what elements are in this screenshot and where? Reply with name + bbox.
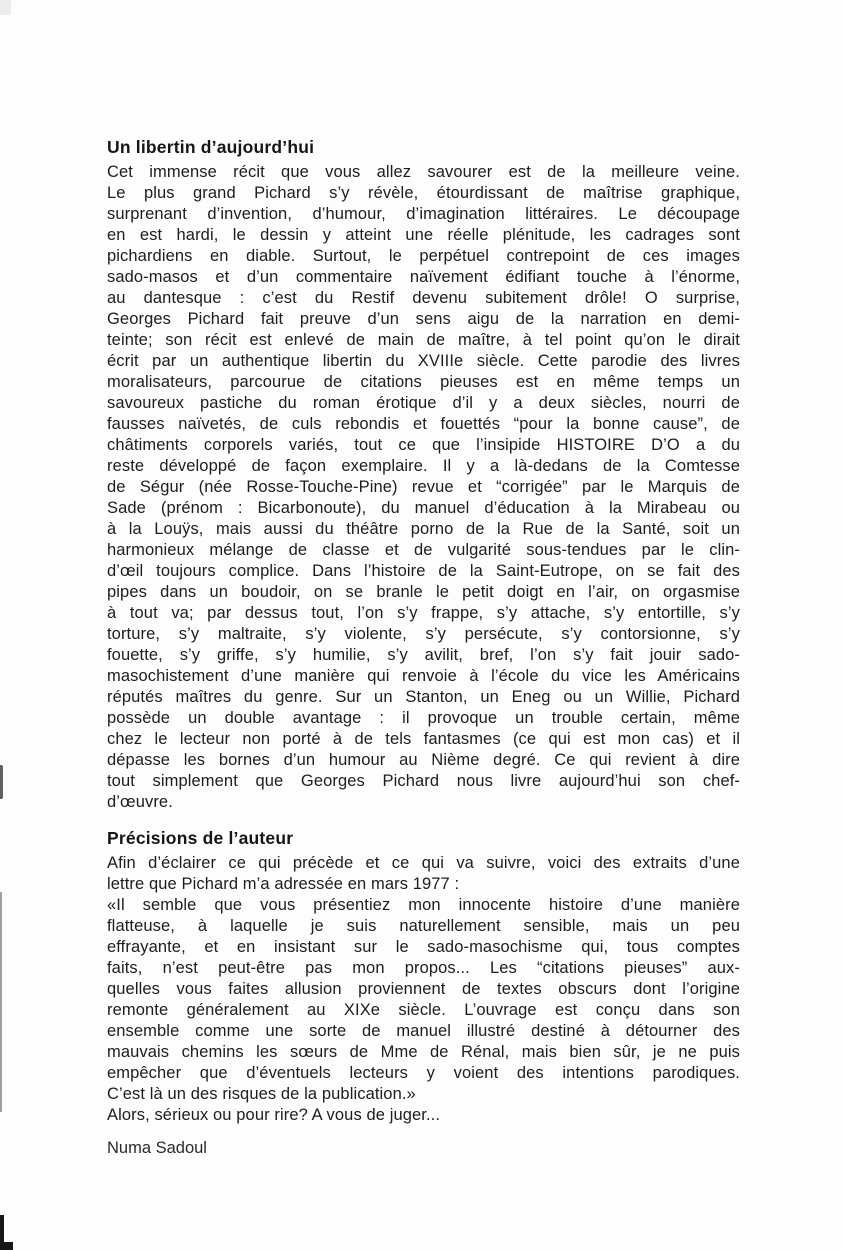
scan-mark-bottom-left-corner	[0, 1242, 13, 1250]
text-line: quelles vous faites allusion proviennent de textes obscurs dont l’origine	[107, 980, 740, 998]
text-line: fausses naïvetés, de culs rebondis et fouettés “pour la bonne cause”, de	[107, 415, 740, 433]
text-line: châtiments corporels variés, tout ce que l’insipide HISTOIRE D’O a du	[107, 436, 740, 454]
text-line: savoureux pastiche du roman érotique d’il y a deux siècles, nourri de	[107, 394, 740, 412]
text-line: à la Louÿs, mais aussi du théâtre porno de la Rue de la Santé, soit un	[107, 520, 740, 538]
section-heading-libertin: Un libertin d’aujourd’hui	[107, 137, 315, 157]
scan-mark-left-edge-middle	[0, 892, 2, 1112]
text-line: lettre que Pichard m’a adressée en mars 1977 :	[107, 875, 460, 893]
text-line: moralisateurs, parcourue de citations pieuses est en même temps un	[107, 373, 740, 391]
paragraph-closing-question	[107, 1105, 740, 1126]
section-heading-precisions: Précisions de l’auteur	[107, 828, 294, 848]
text-line: d’œil toujours complice. Dans l’histoire de la Saint-Eutrope, on se fait des	[107, 562, 740, 580]
text-line: «Il semble que vous présentiez mon innocente histoire d’une manière	[107, 896, 740, 914]
text-line: flatteuse, à laquelle je suis naturellement sensible, mais un peu	[107, 917, 740, 935]
text-line: sado-masos et d’un commentaire naïvement édifiant touche à l’énorme,	[107, 268, 740, 286]
scan-mark-top-left-corner	[0, 0, 11, 15]
text-line: Sade (prénom : Bicarbonoute), du manuel d’éducation à la Mirabeau ou	[107, 499, 740, 517]
text-line: dépasse les bornes d’un humour au Nième degré. Ce qui revient à dire	[107, 751, 740, 769]
text-line: teinte; son récit est enlevé de main de maître, à tel point qu’on le dirait	[107, 331, 740, 349]
text-line: pichardiens en diable. Surtout, le perpétuel contrepoint de ces images	[107, 247, 740, 265]
text-line: C’est là un des risques de la publication.»	[107, 1085, 416, 1103]
text-line: fouette, s’y griffe, s’y humilie, s’y avilit, bref, l’on s’y fait jouir sado-	[107, 646, 740, 664]
text-line: Georges Pichard fait preuve d’un sens aigu de la narration en demi-	[107, 310, 740, 328]
text-line: Cet immense récit que vous allez savourer est de la meilleure veine.	[107, 163, 740, 181]
text-line: Le plus grand Pichard s’y révèle, étourdissant de maîtrise graphique,	[107, 184, 740, 202]
text-line: reste développé de façon exemplaire. Il y a là-dedans de la Comtesse	[107, 457, 740, 475]
paragraph-intro-letter	[107, 853, 740, 895]
text-line: écrit par un authentique libertin du XVIIIe siècle. Cette parodie des livres	[107, 352, 740, 370]
text-line: pipes dans un boudoir, on se branle le petit doigt en l’air, on orgasmise	[107, 583, 740, 601]
text-line: possède un double avantage : il provoque un trouble certain, même	[107, 709, 740, 727]
text-line: remonte généralement au XIXe siècle. L’ouvrage est conçu dans son	[107, 1001, 740, 1019]
text-line: tout simplement que Georges Pichard nous livre aujourd’hui son chef-	[107, 772, 740, 790]
signature: Numa Sadoul	[107, 1139, 207, 1157]
text-line: harmonieux mélange de classe et de vulgarité sous-tendues par le clin-	[107, 541, 740, 559]
text-line: torture, s’y maltraite, s’y violente, s’y persécute, s’y contorsionne, s’y	[107, 625, 740, 643]
text-line: masochistement d’une manière qui renvoie à l’école du vice les Américains	[107, 667, 740, 685]
text-line: réputés maîtres du genre. Sur un Stanton, un Eneg ou un Willie, Pichard	[107, 688, 740, 706]
paragraph-main-review	[107, 162, 740, 813]
text-line: en est hardi, le dessin y atteint une réelle plénitude, les cadrages sont	[107, 226, 740, 244]
text-line: mauvais chemins les sœurs de Mme de Rénal, mais bien sûr, je ne puis	[107, 1043, 740, 1061]
page-content	[107, 136, 740, 1159]
text-line: effrayante, et en insistant sur le sado-masochisme qui, tous comptes	[107, 938, 740, 956]
text-line: de Ségur (née Rosse-Touche-Pine) revue et “corrigée” par le Marquis de	[107, 478, 740, 496]
text-line: ensemble comme une sorte de manuel illustré destiné à détourner des	[107, 1022, 740, 1040]
text-line: Alors, sérieux ou pour rire? A vous de juger...	[107, 1106, 441, 1124]
text-line: à tout va; par dessus tout, l’on s’y frappe, s’y attache, s’y entortille, s’y	[107, 604, 740, 622]
text-line: faits, n’est peut-être pas mon propos... Les “citations pieuses” aux-	[107, 959, 740, 977]
text-line: chez le lecteur non porté à de tels fantasmes (ce qui est mon cas) et il	[107, 730, 740, 748]
text-line: d’œuvre.	[107, 793, 173, 811]
text-line: Afin d’éclairer ce qui précède et ce qui va suivre, voici des extraits d’une	[107, 854, 740, 872]
paragraph-letter-quote	[107, 895, 740, 1105]
text-line: empêcher que d’éventuels lecteurs y voient des intentions parodiques.	[107, 1064, 740, 1082]
text-line: au dantesque : c’est du Restif devenu subitement drôle! O surprise,	[107, 289, 740, 307]
scan-mark-left-edge-upper	[0, 765, 3, 799]
text-line: surprenant d’invention, d’humour, d’imagination littéraires. Le découpage	[107, 205, 740, 223]
